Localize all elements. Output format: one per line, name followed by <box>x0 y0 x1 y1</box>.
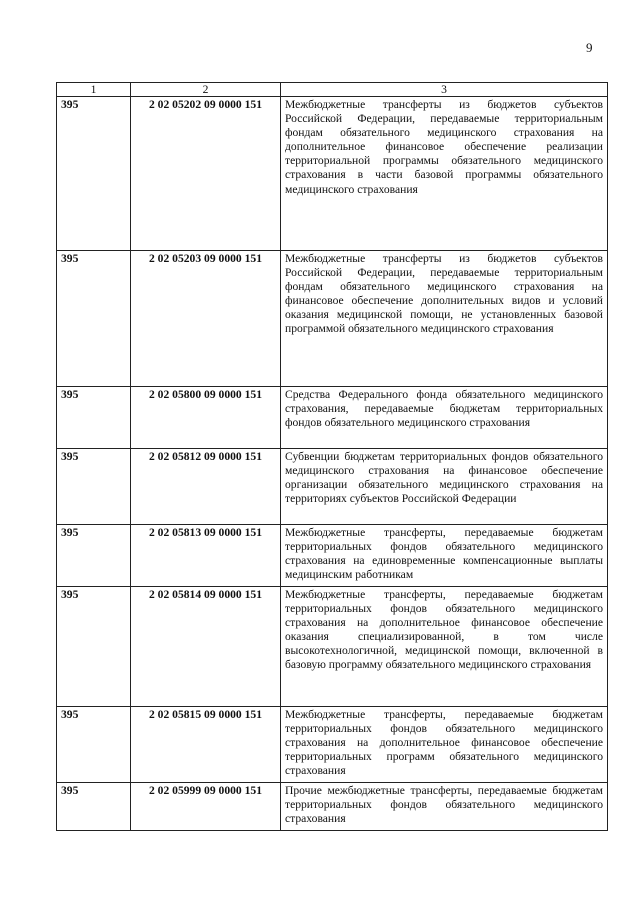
admin-code-cell: 395 <box>57 707 131 783</box>
description-cell: Межбюджетные трансферты, передаваемые бюджетам территориальных фондов обязательного медицинского страхования на единовременные компенсационные выплаты медицинским работникам <box>281 525 608 587</box>
admin-code-cell: 395 <box>57 449 131 525</box>
description-cell: Межбюджетные трансферты из бюджетов субъектов Российской Федерации, передаваемые территориальным фондам обязательного медицинского страхования на финансовое обеспечение дополнительных видов и условий оказания медицинской помощи, не установленных базовой программой обязательного медицинского страхования <box>281 251 608 387</box>
kbk-code-cell: 2 02 05813 09 0000 151 <box>131 525 281 587</box>
column-header-2: 2 <box>131 83 281 97</box>
table-row <box>57 587 608 707</box>
kbk-code-cell: 2 02 05202 09 0000 151 <box>131 97 281 251</box>
table-row <box>57 783 608 831</box>
admin-code-cell: 395 <box>57 97 131 251</box>
description-cell: Средства Федерального фонда обязательного медицинского страхования, передаваемые бюджетам территориальных фондов обязательного медицинского страхования <box>281 387 608 449</box>
page-number: 9 <box>586 40 593 55</box>
kbk-code-cell: 2 02 05203 09 0000 151 <box>131 251 281 387</box>
description-cell: Прочие межбюджетные трансферты, передаваемые бюджетам территориальных фондов обязательного медицинского страхования <box>281 783 608 831</box>
admin-code-cell: 395 <box>57 587 131 707</box>
kbk-code-cell: 2 02 05999 09 0000 151 <box>131 783 281 831</box>
table-row <box>57 251 608 387</box>
table-row <box>57 449 608 525</box>
description-cell: Субвенции бюджетам территориальных фондов обязательного медицинского страхования на финансовое обеспечение организации обязательного медицинского страхования на территориях субъектов Российской Федерации <box>281 449 608 525</box>
table-header-row <box>57 83 608 97</box>
admin-code-cell: 395 <box>57 251 131 387</box>
admin-code-cell: 395 <box>57 783 131 831</box>
table-row <box>57 387 608 449</box>
table-row <box>57 525 608 587</box>
description-cell: Межбюджетные трансферты, передаваемые бюджетам территориальных фондов обязательного медицинского страхования на дополнительное финансовое обеспечение оказания специализированной, в том числе высокотехнологичной, медицинской помощи, включенной в базовую программу обязательного медицинского страхования <box>281 587 608 707</box>
description-cell: Межбюджетные трансферты из бюджетов субъектов Российской Федерации, передаваемые территориальным фондам обязательного медицинского страхования на дополнительное финансовое обеспечение реализации территориальной программы обязательного медицинского страхования в части базовой программы обязательного медицинского страхования <box>281 97 608 251</box>
kbk-code-cell: 2 02 05800 09 0000 151 <box>131 387 281 449</box>
admin-code-cell: 395 <box>57 525 131 587</box>
description-cell: Межбюджетные трансферты, передаваемые бюджетам территориальных фондов обязательного медицинского страхования на дополнительное финансовое обеспечение территориальных программ обязательного медицинского страхования <box>281 707 608 783</box>
table-row <box>57 707 608 783</box>
kbk-code-cell: 2 02 05812 09 0000 151 <box>131 449 281 525</box>
column-header-1: 1 <box>57 83 131 97</box>
admin-code-cell: 395 <box>57 387 131 449</box>
budget-classification-table <box>56 82 608 831</box>
kbk-code-cell: 2 02 05815 09 0000 151 <box>131 707 281 783</box>
table-row <box>57 97 608 251</box>
column-header-3: 3 <box>281 83 608 97</box>
kbk-code-cell: 2 02 05814 09 0000 151 <box>131 587 281 707</box>
